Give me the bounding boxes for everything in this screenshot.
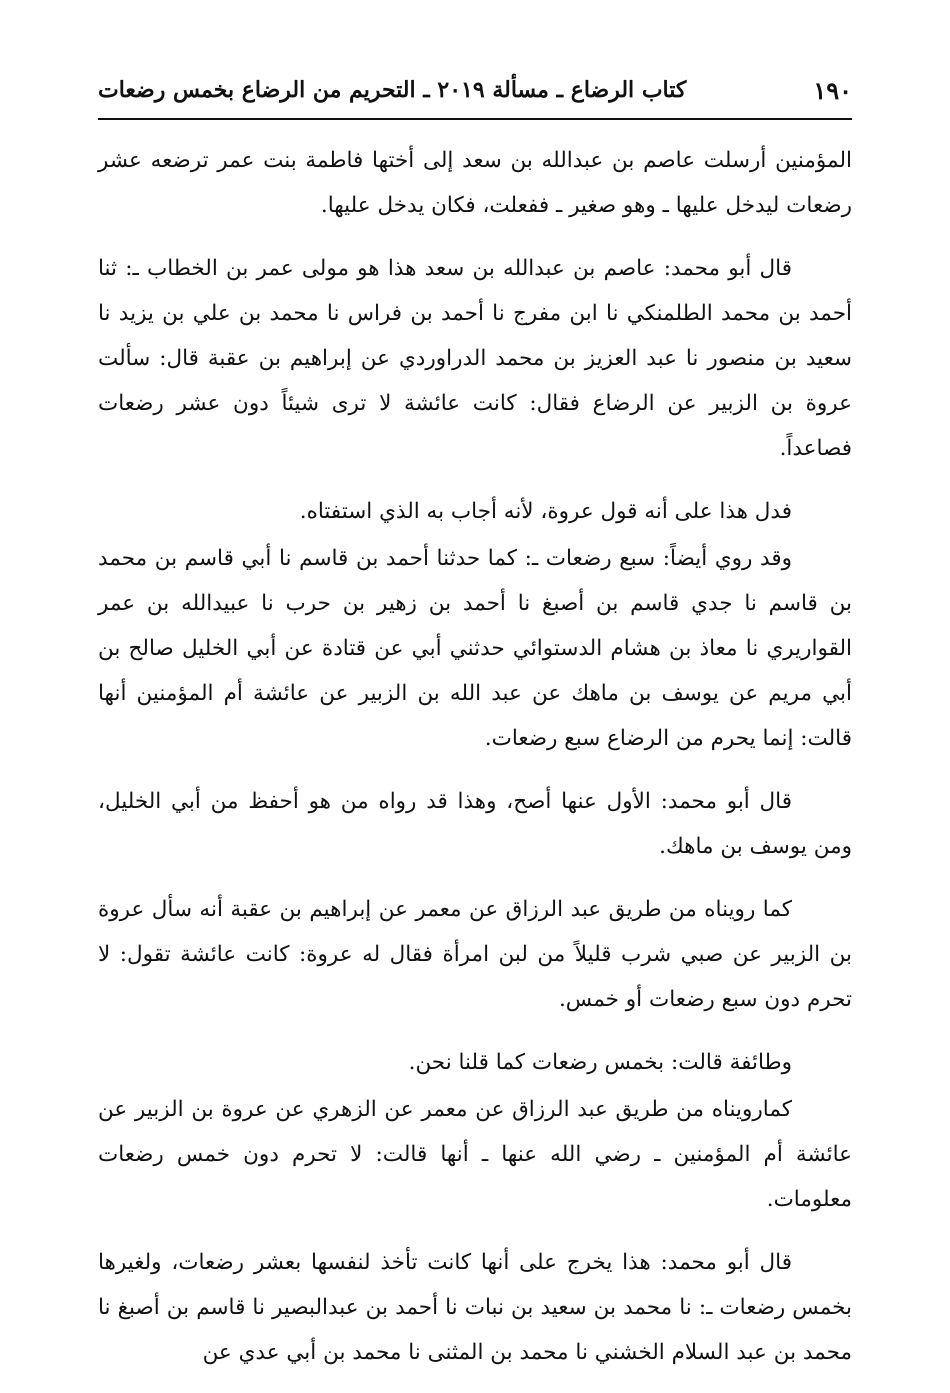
paragraph: كما رويناه من طريق عبد الرزاق عن معمر عن إبراهيم بن عقبة أنه سأل عروة بن الزبير عن صبي شرب قليلاً من لبن امرأة فقال له عروة: كانت عائشة تقول: لا تحرم دون سبع رضعات أو خمس. <box>98 897 852 1012</box>
page-number: ١٩٠ <box>813 75 852 105</box>
paragraph: وقد روي أيضاً: سبع رضعات ـ: كما حدثنا أحمد بن قاسم نا أبي قاسم بن محمد بن قاسم نا جدي قاسم بن أصبغ نا أحمد بن زهير بن حرب نا عبيدالله بن عمر القواريري نا معاذ بن هشام الدستوائي حدثني أبي عن قتادة عن أبي الخليل صالح بن أبي مريم عن يوسف بن ماهك عن عبد الله بن الزبير عن عائشة أم المؤمنين أنها قالت: إنما يحرم من الرضاع سبع رضعات. <box>98 546 852 751</box>
page-header <box>98 62 852 120</box>
paragraph: قال أبو محمد: عاصم بن عبدالله بن سعد هذا هو مولى عمر بن الخطاب ـ: ثنا أحمد بن محمد الطلمنكي نا ابن مفرج نا أحمد بن فراس نا محمد بن علي بن يزيد نا سعيد بن منصور نا عبد العزيز بن محمد الدراوردي عن إبراهيم بن عقبة قال: سألت عروة بن الزبير عن الرضاع فقال: كانت عائشة لا ترى شيئاً دون عشر رضعات فصاعداً. <box>98 256 852 461</box>
paragraph: وطائفة قالت: بخمس رضعات كما قلنا نحن. <box>408 1050 792 1075</box>
paragraph: كمارويناه من طريق عبد الرزاق عن معمر عن الزهري عن عروة بن الزبير عن عائشة أم المؤمنين ـ رضي الله عنها ـ أنها قالت: لا تحرم دون خمس رضعات معلومات. <box>98 1097 852 1212</box>
paragraph: قال أبو محمد: هذا يخرج على أنها كانت تأخذ لنفسها بعشر رضعات، ولغيرها بخمس رضعات ـ: نا محمد بن سعيد بن نبات نا أحمد بن عبدالبصير نا قاسم بن أصبغ نا محمد بن عبد السلام الخشني نا محمد بن المثنى نا محمد بن أبي عدي عن <box>98 1250 852 1365</box>
paragraph: فدل هذا على أنه قول عروة، لأنه أجاب به الذي استفتاه. <box>299 499 792 524</box>
page-body <box>98 138 852 1393</box>
paragraph: قال أبو محمد: الأول عنها أصح، وهذا قد رواه من هو أحفظ من أبي الخليل، ومن يوسف بن ماهك. <box>98 789 852 859</box>
running-title: كتاب الرضاع ـ مسألة ٢٠١٩ ـ التحريم من الرضاع بخمس رضعات <box>98 77 687 103</box>
paragraph: المؤمنين أرسلت عاصم بن عبدالله بن سعد إلى أختها فاطمة بنت عمر ترضعه عشر رضعات ليدخل عليها ـ وهو صغير ـ ففعلت، فكان يدخل عليها. <box>98 148 852 218</box>
